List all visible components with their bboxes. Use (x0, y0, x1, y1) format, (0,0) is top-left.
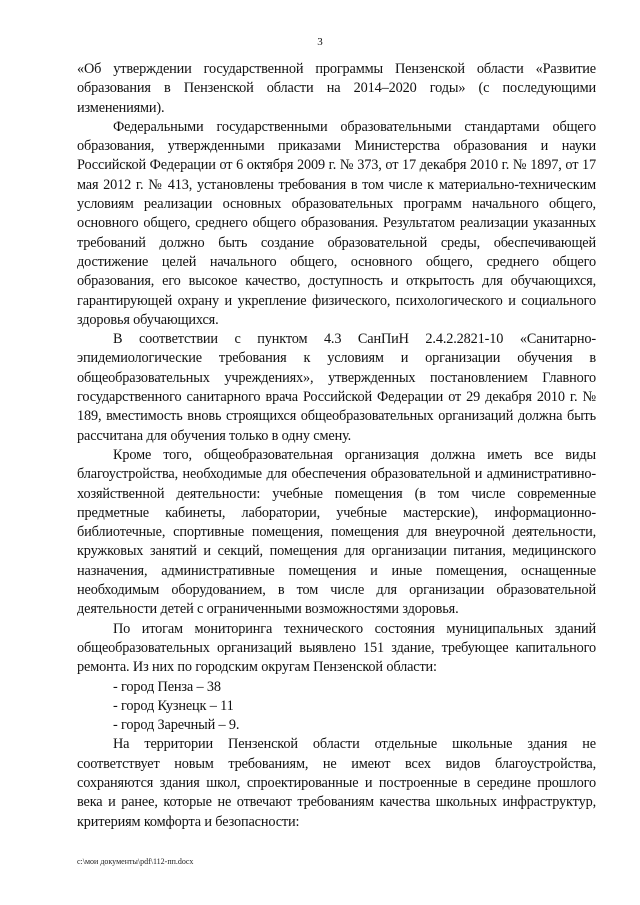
page-number: 3 (317, 36, 323, 48)
footer-file-path: c:\мои документы\pdf\112-пп.docx (77, 857, 194, 866)
paragraph-fgos-requirements: Федеральными государственными образовательными стандартами общего образования, утвержденными приказами Министерства образования и науки Российской Федерации от 6 октября 2009 г. № 373, от 17 декабря 2010 г. № 1897, от 17 мая 2012 г. № 413, установлены требования в том числе к материально-техническим условиям реализации основных образовательных программ начального общего, основного общего, среднего общего образования. Результатом реализации указанных требований должно быть создание образовательной среды, обеспечивающей достижение целей начального общего, основного общего, среднего общего образования, его высокое качество, доступность и открытость для обучающихся, гарантирующей охрану и укрепление физического, психологического и социального здоровья обучающихся. (77, 118, 596, 328)
list-item-kuznetsk: - город Кузнецк – 11 (113, 697, 234, 714)
document-body (77, 60, 596, 832)
paragraph-school-buildings: На территории Пензенской области отдельные школьные здания не соответствует новым требованиям, не имеют всех видов благоустройства, сохраняются здания школ, спроектированные и построенные в середине прошлого века и ранее, которые не отвечают требованиям качества школьных инфраструктур, критериям комфорта и безопасности: (77, 736, 596, 830)
paragraph-program-title: «Об утверждении государственной программы Пензенской области «Развитие образования в Пензенской области на 2014–2020 годы» (с последующими изменениями). (77, 61, 596, 116)
list-item-zarechny: - город Заречный – 9. (113, 717, 240, 734)
list-item-penza: - город Пенза – 38 (113, 678, 221, 695)
paragraph-amenities: Кроме того, общеобразовательная организация должна иметь все виды благоустройства, необходимые для обеспечения образовательной и административно-хозяйственной деятельности: учебные помещения (в том числе современные предметные кабинеты, лаборатории, учебные мастерские), информационно-библиотечные, спортивные помещения, помещения для внеурочной деятельности, кружковых занятий и секций, помещения для организации питания, медицинского назначения, административные помещения и иные помещения, оснащенные необходимым оборудованием, в том числе для организации образовательной деятельности детей с ограниченными возможностями здоровья. (77, 446, 596, 618)
paragraph-sanpin: В соответствии с пунктом 4.3 СанПиН 2.4.2.2821-10 «Санитарно-эпидемиологические требования к условиям и организации обучения в общеобразовательных учреждениях», утвержденных постановлением Главного государственного санитарного врача Российской Федерации от 29 декабря 2010 г. № 189, вместимость вновь строящихся общеобразовательных организаций должна быть рассчитана для обучения только в одну смену. (77, 331, 596, 444)
paragraph-monitoring: По итогам мониторинга технического состояния муниципальных зданий общеобразовательных организаций выявлено 151 здание, требующее капитального ремонта. Из них по городским округам Пензенской области: (77, 620, 596, 676)
